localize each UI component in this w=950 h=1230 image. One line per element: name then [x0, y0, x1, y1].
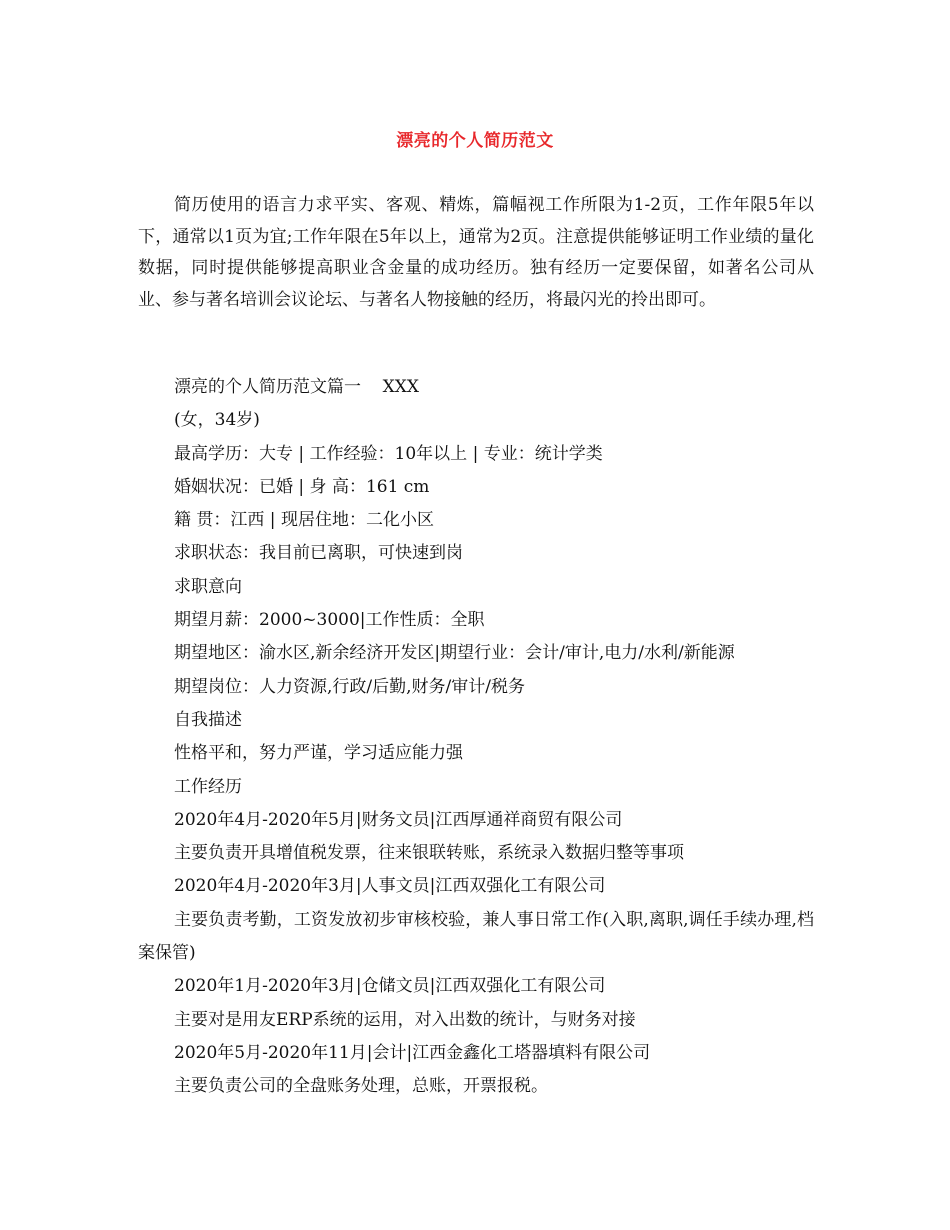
- job-status: 求职状态：我目前已离职，可快速到岗: [174, 543, 463, 564]
- section-heading-self-description: 自我描述: [174, 709, 242, 730]
- self-description: 性格平和，努力严谨，学习适应能力强: [174, 743, 463, 764]
- gender-age: (女，34岁): [174, 410, 260, 431]
- expected-position: 期望岗位：人力资源,行政/后勤,财务/审计/税务: [174, 676, 525, 697]
- section-heading-work-experience: 工作经历: [174, 776, 242, 797]
- work-entry-2-detail: 主要负责考勤，工资发放初步审核校验，兼人事日常工作(入职,离职,调任手续办理,档案保管): [138, 909, 814, 964]
- resume-body: [138, 371, 814, 1104]
- resume-heading: 漂亮的个人简历范文篇一 XXX: [174, 377, 419, 397]
- section-heading-job-intention: 求职意向: [174, 576, 242, 597]
- marital-height: 婚姻状况：已婚 | 身 高：161 cm: [174, 476, 430, 497]
- work-entry-4-detail: 主要负责公司的全盘账务处理，总账，开票报税。: [174, 1076, 548, 1097]
- education-experience: 最高学历：大专 | 工作经验：10年以上 | 专业：统计学类: [174, 443, 603, 464]
- work-entry-4-title: 2020年5月-2020年11月|会计|江西金鑫化工塔器填料有限公司: [174, 1042, 651, 1063]
- intro-paragraph: 简历使用的语言力求平实、客观、精炼，篇幅视工作所限为1-2页，工作年限5年以下，通常以1页为宜;工作年限在5年以上，通常为2页。注意提供能够证明工作业绩的量化数据，同时提供能够提高职业含金量的成功经历。独有经历一定要保留，如著名公司从业、参与著名培训会议论坛、与著名人物接触的经历，将最闪光的拎出即可。: [138, 195, 814, 310]
- work-entry-3-detail: 主要对是用友ERP系统的运用，对入出数的统计，与财务对接: [174, 1009, 636, 1030]
- hometown-residence: 籍 贯：江西 | 现居住地：二化小区: [174, 510, 434, 531]
- work-entry-2-title: 2020年4月-2020年3月|人事文员|江西双强化工有限公司: [174, 876, 606, 897]
- document-title: 漂亮的个人简历范文: [396, 131, 554, 151]
- expected-region: 期望地区：渝水区,新余经济开发区|期望行业：会计/审计,电力/水利/新能源: [174, 643, 735, 664]
- work-entry-1-detail: 主要负责开具增值税发票，往来银联转账，系统录入数据归整等事项: [174, 843, 684, 864]
- work-entry-1-title: 2020年4月-2020年5月|财务文员|江西厚通祥商贸有限公司: [174, 809, 623, 830]
- expected-salary: 期望月薪：2000~3000|工作性质：全职: [174, 610, 485, 631]
- work-entry-3-title: 2020年1月-2020年3月|仓储文员|江西双强化工有限公司: [174, 976, 606, 997]
